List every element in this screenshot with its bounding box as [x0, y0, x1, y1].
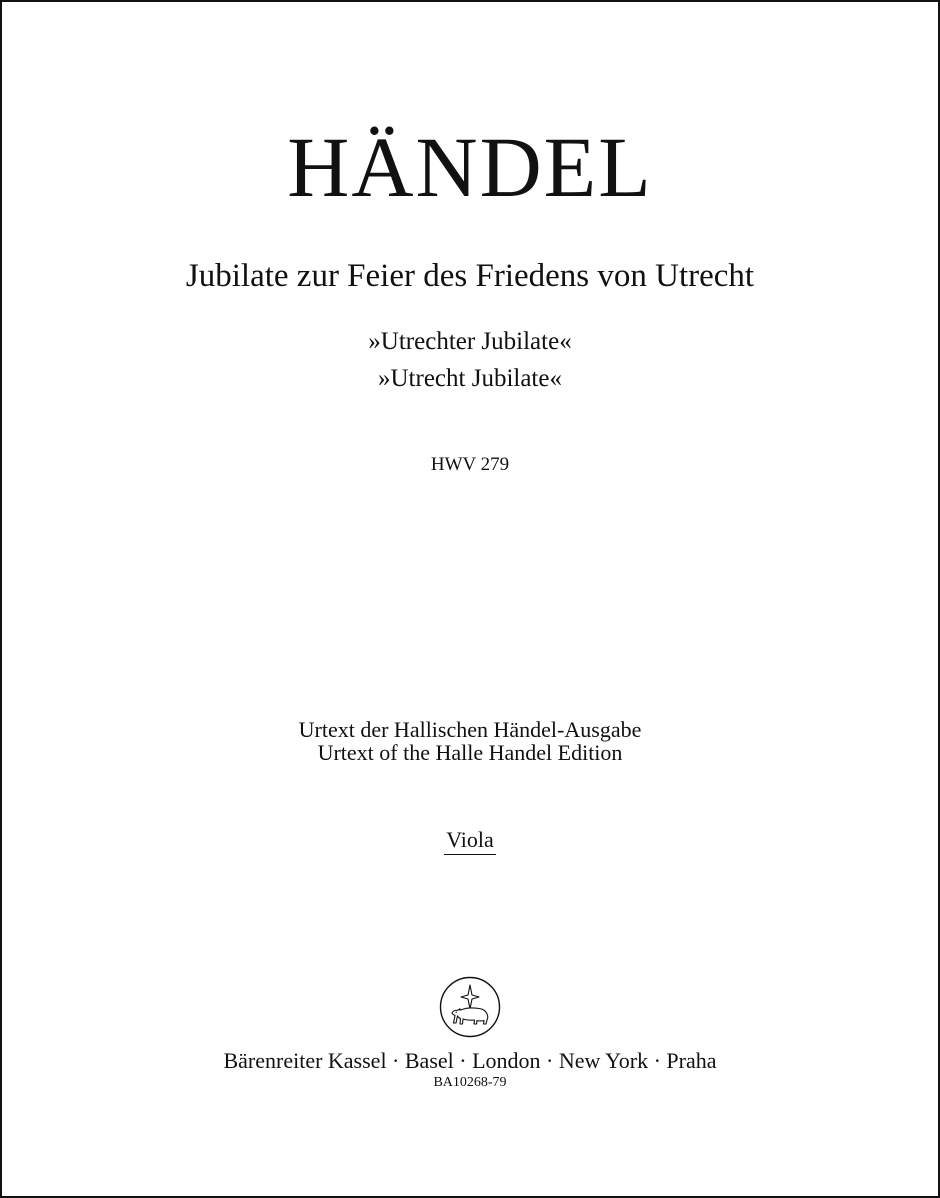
order-number: BA10268-79 [433, 1075, 507, 1090]
baerenreiter-bear-star-logo-icon [439, 976, 501, 1038]
edition-german: Urtext der Hallischen Händel-Ausgabe [298, 717, 642, 742]
subtitle-german: »Utrechter Jubilate« [368, 328, 572, 355]
edition-english: Urtext of the Halle Handel Edition [317, 740, 623, 765]
part-designation [0, 829, 940, 855]
composer-name: HÄNDEL [287, 119, 653, 215]
subtitle-english: »Utrecht Jubilate« [378, 365, 562, 392]
publisher-line: Bärenreiter Kassel · Basel · London · New York · Praha [223, 1048, 717, 1073]
work-title: Jubilate zur Feier des Friedens von Utrecht [185, 258, 755, 294]
catalog-number: HWV 279 [430, 454, 510, 475]
part-label: Viola [444, 829, 496, 855]
